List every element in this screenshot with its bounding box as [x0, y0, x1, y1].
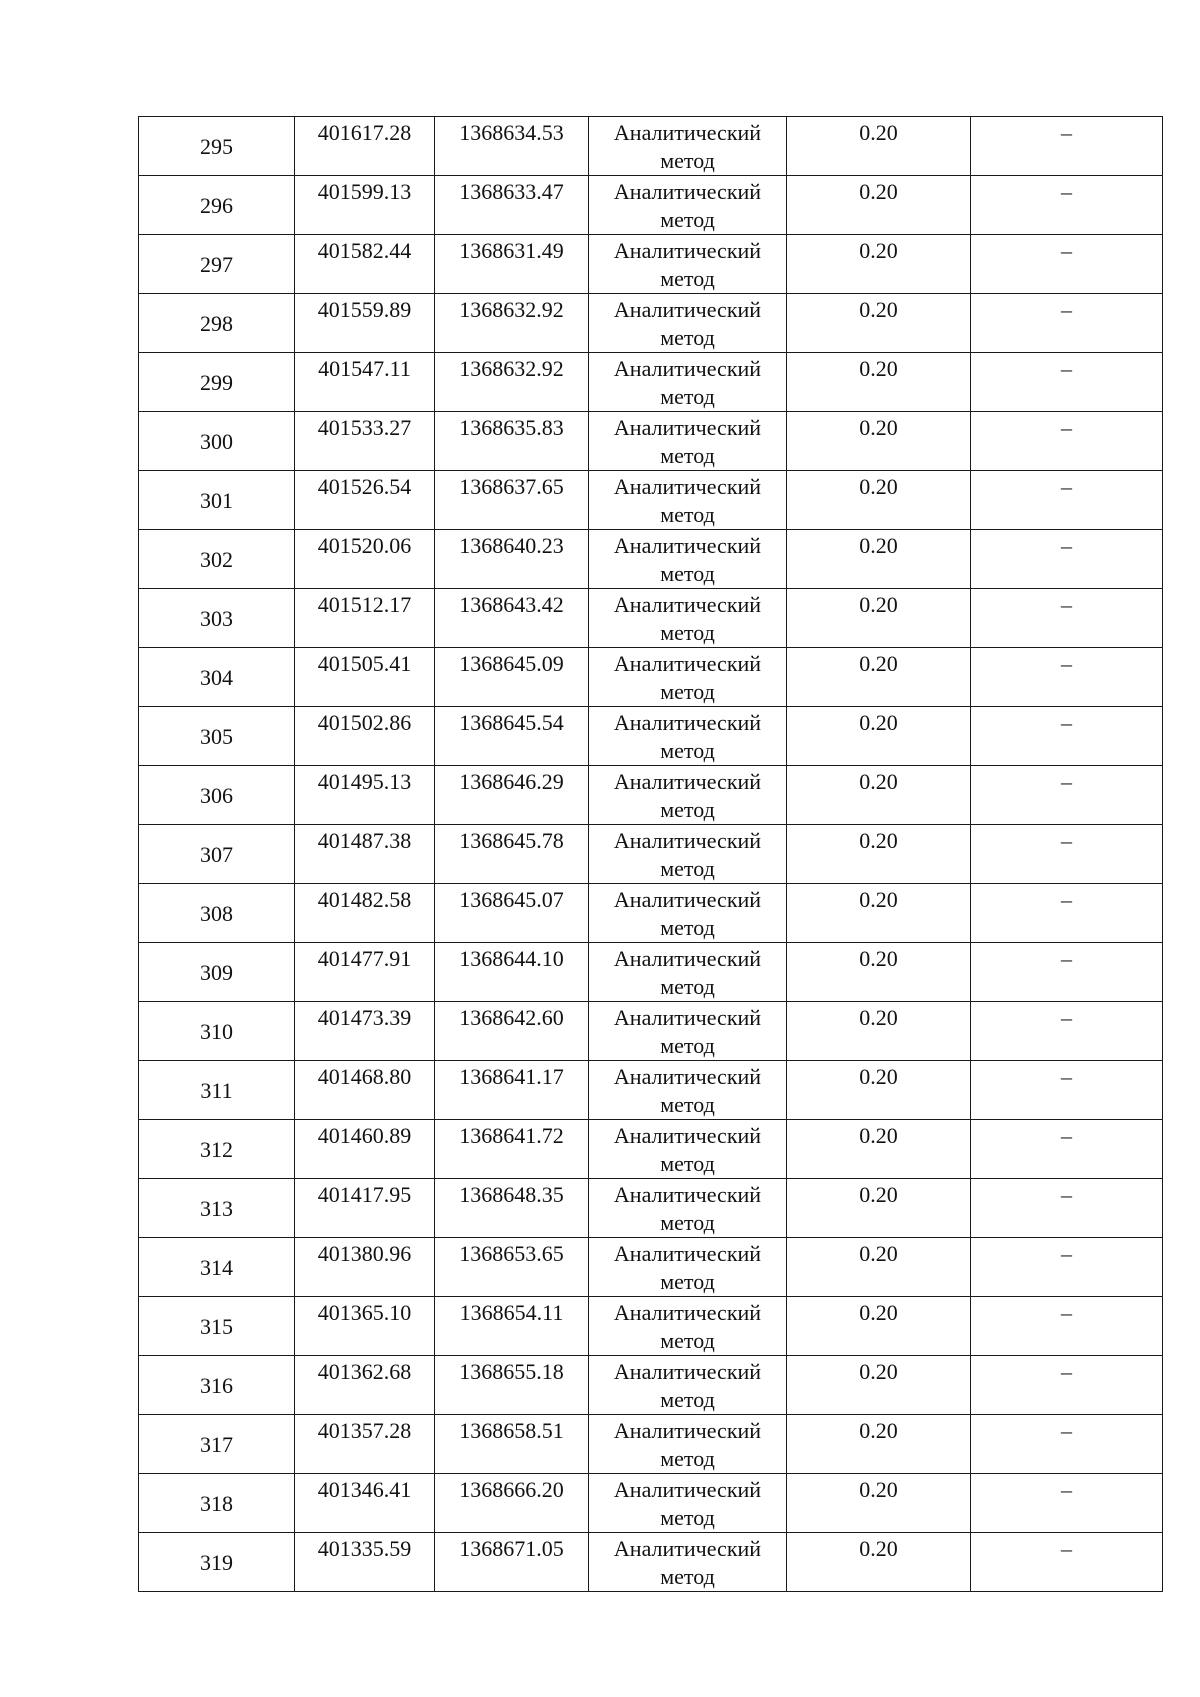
method-line-2: метод	[660, 148, 715, 173]
point-number-cell: 295	[139, 117, 295, 176]
x-coordinate-cell: 401617.28	[295, 117, 435, 176]
table-row	[139, 943, 1163, 1002]
table-row	[139, 353, 1163, 412]
accuracy-cell: 0.20	[787, 943, 971, 1002]
method-line-2: метод	[660, 738, 715, 763]
table-row	[139, 1356, 1163, 1415]
method-line-1: Аналитический	[613, 1359, 762, 1384]
x-coordinate-cell: 401520.06	[295, 530, 435, 589]
table-row	[139, 235, 1163, 294]
method-line-2: метод	[660, 443, 715, 468]
x-coordinate-cell: 401468.80	[295, 1061, 435, 1120]
y-coordinate-cell: 1368648.35	[435, 1179, 589, 1238]
x-coordinate-cell: 401380.96	[295, 1238, 435, 1297]
accuracy-cell: 0.20	[787, 1356, 971, 1415]
note-cell: –	[971, 648, 1163, 707]
note-cell: –	[971, 471, 1163, 530]
note-cell: –	[971, 235, 1163, 294]
x-coordinate-cell: 401477.91	[295, 943, 435, 1002]
y-coordinate-cell: 1368671.05	[435, 1533, 589, 1592]
accuracy-cell: 0.20	[787, 589, 971, 648]
y-coordinate-cell: 1368641.17	[435, 1061, 589, 1120]
method-line-1: Аналитический	[613, 946, 762, 971]
point-number-cell: 302	[139, 530, 295, 589]
y-coordinate-cell: 1368645.78	[435, 825, 589, 884]
table-row	[139, 884, 1163, 943]
method-cell	[589, 648, 787, 707]
method-line-2: метод	[660, 1210, 715, 1235]
y-coordinate-cell: 1368646.29	[435, 766, 589, 825]
method-cell	[589, 412, 787, 471]
x-coordinate-cell: 401559.89	[295, 294, 435, 353]
method-cell	[589, 1356, 787, 1415]
method-line-1: Аналитический	[613, 1123, 762, 1148]
x-coordinate-cell: 401335.59	[295, 1533, 435, 1592]
method-line-1: Аналитический	[613, 238, 762, 263]
table-row	[139, 1415, 1163, 1474]
method-line-1: Аналитический	[613, 179, 762, 204]
method-line-2: метод	[660, 1269, 715, 1294]
method-line-2: метод	[660, 207, 715, 232]
method-line-2: метод	[660, 679, 715, 704]
y-coordinate-cell: 1368653.65	[435, 1238, 589, 1297]
method-cell	[589, 884, 787, 943]
y-coordinate-cell: 1368632.92	[435, 353, 589, 412]
method-cell	[589, 589, 787, 648]
y-coordinate-cell: 1368666.20	[435, 1474, 589, 1533]
method-line-2: метод	[660, 266, 715, 291]
note-cell: –	[971, 412, 1163, 471]
point-number-cell: 297	[139, 235, 295, 294]
note-cell: –	[971, 589, 1163, 648]
note-cell: –	[971, 707, 1163, 766]
x-coordinate-cell: 401533.27	[295, 412, 435, 471]
method-cell	[589, 471, 787, 530]
method-cell	[589, 1415, 787, 1474]
accuracy-cell: 0.20	[787, 294, 971, 353]
method-cell	[589, 707, 787, 766]
method-cell	[589, 1533, 787, 1592]
method-line-2: метод	[660, 384, 715, 409]
method-line-2: метод	[660, 1328, 715, 1353]
method-line-2: метод	[660, 620, 715, 645]
accuracy-cell: 0.20	[787, 412, 971, 471]
y-coordinate-cell: 1368633.47	[435, 176, 589, 235]
x-coordinate-cell: 401599.13	[295, 176, 435, 235]
point-number-cell: 308	[139, 884, 295, 943]
point-number-cell: 315	[139, 1297, 295, 1356]
table-row	[139, 412, 1163, 471]
method-cell	[589, 117, 787, 176]
y-coordinate-cell: 1368645.09	[435, 648, 589, 707]
method-cell	[589, 766, 787, 825]
method-line-2: метод	[660, 1092, 715, 1117]
method-line-2: метод	[660, 502, 715, 527]
method-cell	[589, 1297, 787, 1356]
point-number-cell: 301	[139, 471, 295, 530]
accuracy-cell: 0.20	[787, 1002, 971, 1061]
x-coordinate-cell: 401482.58	[295, 884, 435, 943]
table-row	[139, 176, 1163, 235]
point-number-cell: 296	[139, 176, 295, 235]
method-line-1: Аналитический	[613, 415, 762, 440]
x-coordinate-cell: 401582.44	[295, 235, 435, 294]
method-line-1: Аналитический	[613, 710, 762, 735]
method-cell	[589, 1474, 787, 1533]
table-row	[139, 825, 1163, 884]
method-line-2: метод	[660, 1033, 715, 1058]
x-coordinate-cell: 401473.39	[295, 1002, 435, 1061]
x-coordinate-cell: 401487.38	[295, 825, 435, 884]
accuracy-cell: 0.20	[787, 1238, 971, 1297]
table-row	[139, 1297, 1163, 1356]
x-coordinate-cell: 401502.86	[295, 707, 435, 766]
method-line-1: Аналитический	[613, 1536, 762, 1561]
point-number-cell: 298	[139, 294, 295, 353]
method-cell	[589, 353, 787, 412]
note-cell: –	[971, 943, 1163, 1002]
method-line-1: Аналитический	[613, 1182, 762, 1207]
method-cell	[589, 235, 787, 294]
note-cell: –	[971, 530, 1163, 589]
point-number-cell: 299	[139, 353, 295, 412]
method-line-1: Аналитический	[613, 887, 762, 912]
method-line-1: Аналитический	[613, 1005, 762, 1030]
y-coordinate-cell: 1368631.49	[435, 235, 589, 294]
method-line-2: метод	[660, 915, 715, 940]
method-line-1: Аналитический	[613, 769, 762, 794]
method-cell	[589, 176, 787, 235]
point-number-cell: 300	[139, 412, 295, 471]
method-cell	[589, 530, 787, 589]
method-line-2: метод	[660, 325, 715, 350]
x-coordinate-cell: 401505.41	[295, 648, 435, 707]
note-cell: –	[971, 1297, 1163, 1356]
x-coordinate-cell: 401365.10	[295, 1297, 435, 1356]
y-coordinate-cell: 1368644.10	[435, 943, 589, 1002]
y-coordinate-cell: 1368645.07	[435, 884, 589, 943]
accuracy-cell: 0.20	[787, 176, 971, 235]
y-coordinate-cell: 1368643.42	[435, 589, 589, 648]
y-coordinate-cell: 1368654.11	[435, 1297, 589, 1356]
x-coordinate-cell: 401526.54	[295, 471, 435, 530]
accuracy-cell: 0.20	[787, 235, 971, 294]
y-coordinate-cell: 1368632.92	[435, 294, 589, 353]
method-line-1: Аналитический	[613, 356, 762, 381]
accuracy-cell: 0.20	[787, 530, 971, 589]
accuracy-cell: 0.20	[787, 1415, 971, 1474]
accuracy-cell: 0.20	[787, 1179, 971, 1238]
method-line-2: метод	[660, 856, 715, 881]
point-number-cell: 319	[139, 1533, 295, 1592]
table-row	[139, 589, 1163, 648]
method-line-1: Аналитический	[613, 533, 762, 558]
method-cell	[589, 1238, 787, 1297]
note-cell: –	[971, 766, 1163, 825]
accuracy-cell: 0.20	[787, 1297, 971, 1356]
point-number-cell: 313	[139, 1179, 295, 1238]
x-coordinate-cell: 401460.89	[295, 1120, 435, 1179]
table-row	[139, 117, 1163, 176]
table-row	[139, 1120, 1163, 1179]
method-cell	[589, 1179, 787, 1238]
note-cell: –	[971, 1474, 1163, 1533]
x-coordinate-cell: 401547.11	[295, 353, 435, 412]
accuracy-cell: 0.20	[787, 1061, 971, 1120]
accuracy-cell: 0.20	[787, 1120, 971, 1179]
y-coordinate-cell: 1368658.51	[435, 1415, 589, 1474]
note-cell: –	[971, 1356, 1163, 1415]
method-line-2: метод	[660, 1505, 715, 1530]
method-line-2: метод	[660, 561, 715, 586]
table-row	[139, 707, 1163, 766]
y-coordinate-cell: 1368645.54	[435, 707, 589, 766]
note-cell: –	[971, 1002, 1163, 1061]
method-line-2: метод	[660, 1446, 715, 1471]
point-number-cell: 311	[139, 1061, 295, 1120]
point-number-cell: 312	[139, 1120, 295, 1179]
method-line-1: Аналитический	[613, 592, 762, 617]
point-number-cell: 314	[139, 1238, 295, 1297]
method-cell	[589, 943, 787, 1002]
coordinates-table	[138, 116, 1163, 1592]
y-coordinate-cell: 1368637.65	[435, 471, 589, 530]
method-line-1: Аналитический	[613, 297, 762, 322]
accuracy-cell: 0.20	[787, 707, 971, 766]
method-cell	[589, 1061, 787, 1120]
note-cell: –	[971, 353, 1163, 412]
accuracy-cell: 0.20	[787, 117, 971, 176]
method-line-1: Аналитический	[613, 474, 762, 499]
point-number-cell: 304	[139, 648, 295, 707]
note-cell: –	[971, 1415, 1163, 1474]
note-cell: –	[971, 294, 1163, 353]
point-number-cell: 305	[139, 707, 295, 766]
accuracy-cell: 0.20	[787, 648, 971, 707]
method-cell	[589, 294, 787, 353]
method-cell	[589, 1120, 787, 1179]
method-line-1: Аналитический	[613, 1477, 762, 1502]
y-coordinate-cell: 1368641.72	[435, 1120, 589, 1179]
table-row	[139, 1474, 1163, 1533]
note-cell: –	[971, 884, 1163, 943]
method-line-1: Аналитический	[613, 1300, 762, 1325]
y-coordinate-cell: 1368640.23	[435, 530, 589, 589]
note-cell: –	[971, 117, 1163, 176]
point-number-cell: 303	[139, 589, 295, 648]
point-number-cell: 309	[139, 943, 295, 1002]
method-cell	[589, 1002, 787, 1061]
y-coordinate-cell: 1368642.60	[435, 1002, 589, 1061]
accuracy-cell: 0.20	[787, 766, 971, 825]
x-coordinate-cell: 401495.13	[295, 766, 435, 825]
accuracy-cell: 0.20	[787, 825, 971, 884]
method-line-2: метод	[660, 1564, 715, 1589]
table-row	[139, 766, 1163, 825]
note-cell: –	[971, 1533, 1163, 1592]
point-number-cell: 318	[139, 1474, 295, 1533]
table-row	[139, 530, 1163, 589]
note-cell: –	[971, 1120, 1163, 1179]
method-line-2: метод	[660, 1387, 715, 1412]
method-line-1: Аналитический	[613, 120, 762, 145]
point-number-cell: 306	[139, 766, 295, 825]
method-line-1: Аналитический	[613, 1418, 762, 1443]
point-number-cell: 307	[139, 825, 295, 884]
note-cell: –	[971, 1179, 1163, 1238]
note-cell: –	[971, 1061, 1163, 1120]
method-cell	[589, 825, 787, 884]
y-coordinate-cell: 1368655.18	[435, 1356, 589, 1415]
table-row	[139, 294, 1163, 353]
table-row	[139, 1238, 1163, 1297]
method-line-1: Аналитический	[613, 828, 762, 853]
table-row	[139, 1061, 1163, 1120]
accuracy-cell: 0.20	[787, 471, 971, 530]
accuracy-cell: 0.20	[787, 884, 971, 943]
method-line-2: метод	[660, 1151, 715, 1176]
point-number-cell: 317	[139, 1415, 295, 1474]
table-row	[139, 648, 1163, 707]
method-line-2: метод	[660, 974, 715, 999]
note-cell: –	[971, 1238, 1163, 1297]
method-line-1: Аналитический	[613, 1241, 762, 1266]
table-row	[139, 1533, 1163, 1592]
y-coordinate-cell: 1368635.83	[435, 412, 589, 471]
table-row	[139, 471, 1163, 530]
coordinates-table-body	[139, 117, 1163, 1592]
method-line-1: Аналитический	[613, 1064, 762, 1089]
x-coordinate-cell: 401362.68	[295, 1356, 435, 1415]
note-cell: –	[971, 176, 1163, 235]
x-coordinate-cell: 401512.17	[295, 589, 435, 648]
note-cell: –	[971, 825, 1163, 884]
x-coordinate-cell: 401357.28	[295, 1415, 435, 1474]
point-number-cell: 310	[139, 1002, 295, 1061]
point-number-cell: 316	[139, 1356, 295, 1415]
table-row	[139, 1179, 1163, 1238]
accuracy-cell: 0.20	[787, 1533, 971, 1592]
table-row	[139, 1002, 1163, 1061]
x-coordinate-cell: 401417.95	[295, 1179, 435, 1238]
accuracy-cell: 0.20	[787, 1474, 971, 1533]
y-coordinate-cell: 1368634.53	[435, 117, 589, 176]
accuracy-cell: 0.20	[787, 353, 971, 412]
method-line-2: метод	[660, 797, 715, 822]
method-line-1: Аналитический	[613, 651, 762, 676]
x-coordinate-cell: 401346.41	[295, 1474, 435, 1533]
